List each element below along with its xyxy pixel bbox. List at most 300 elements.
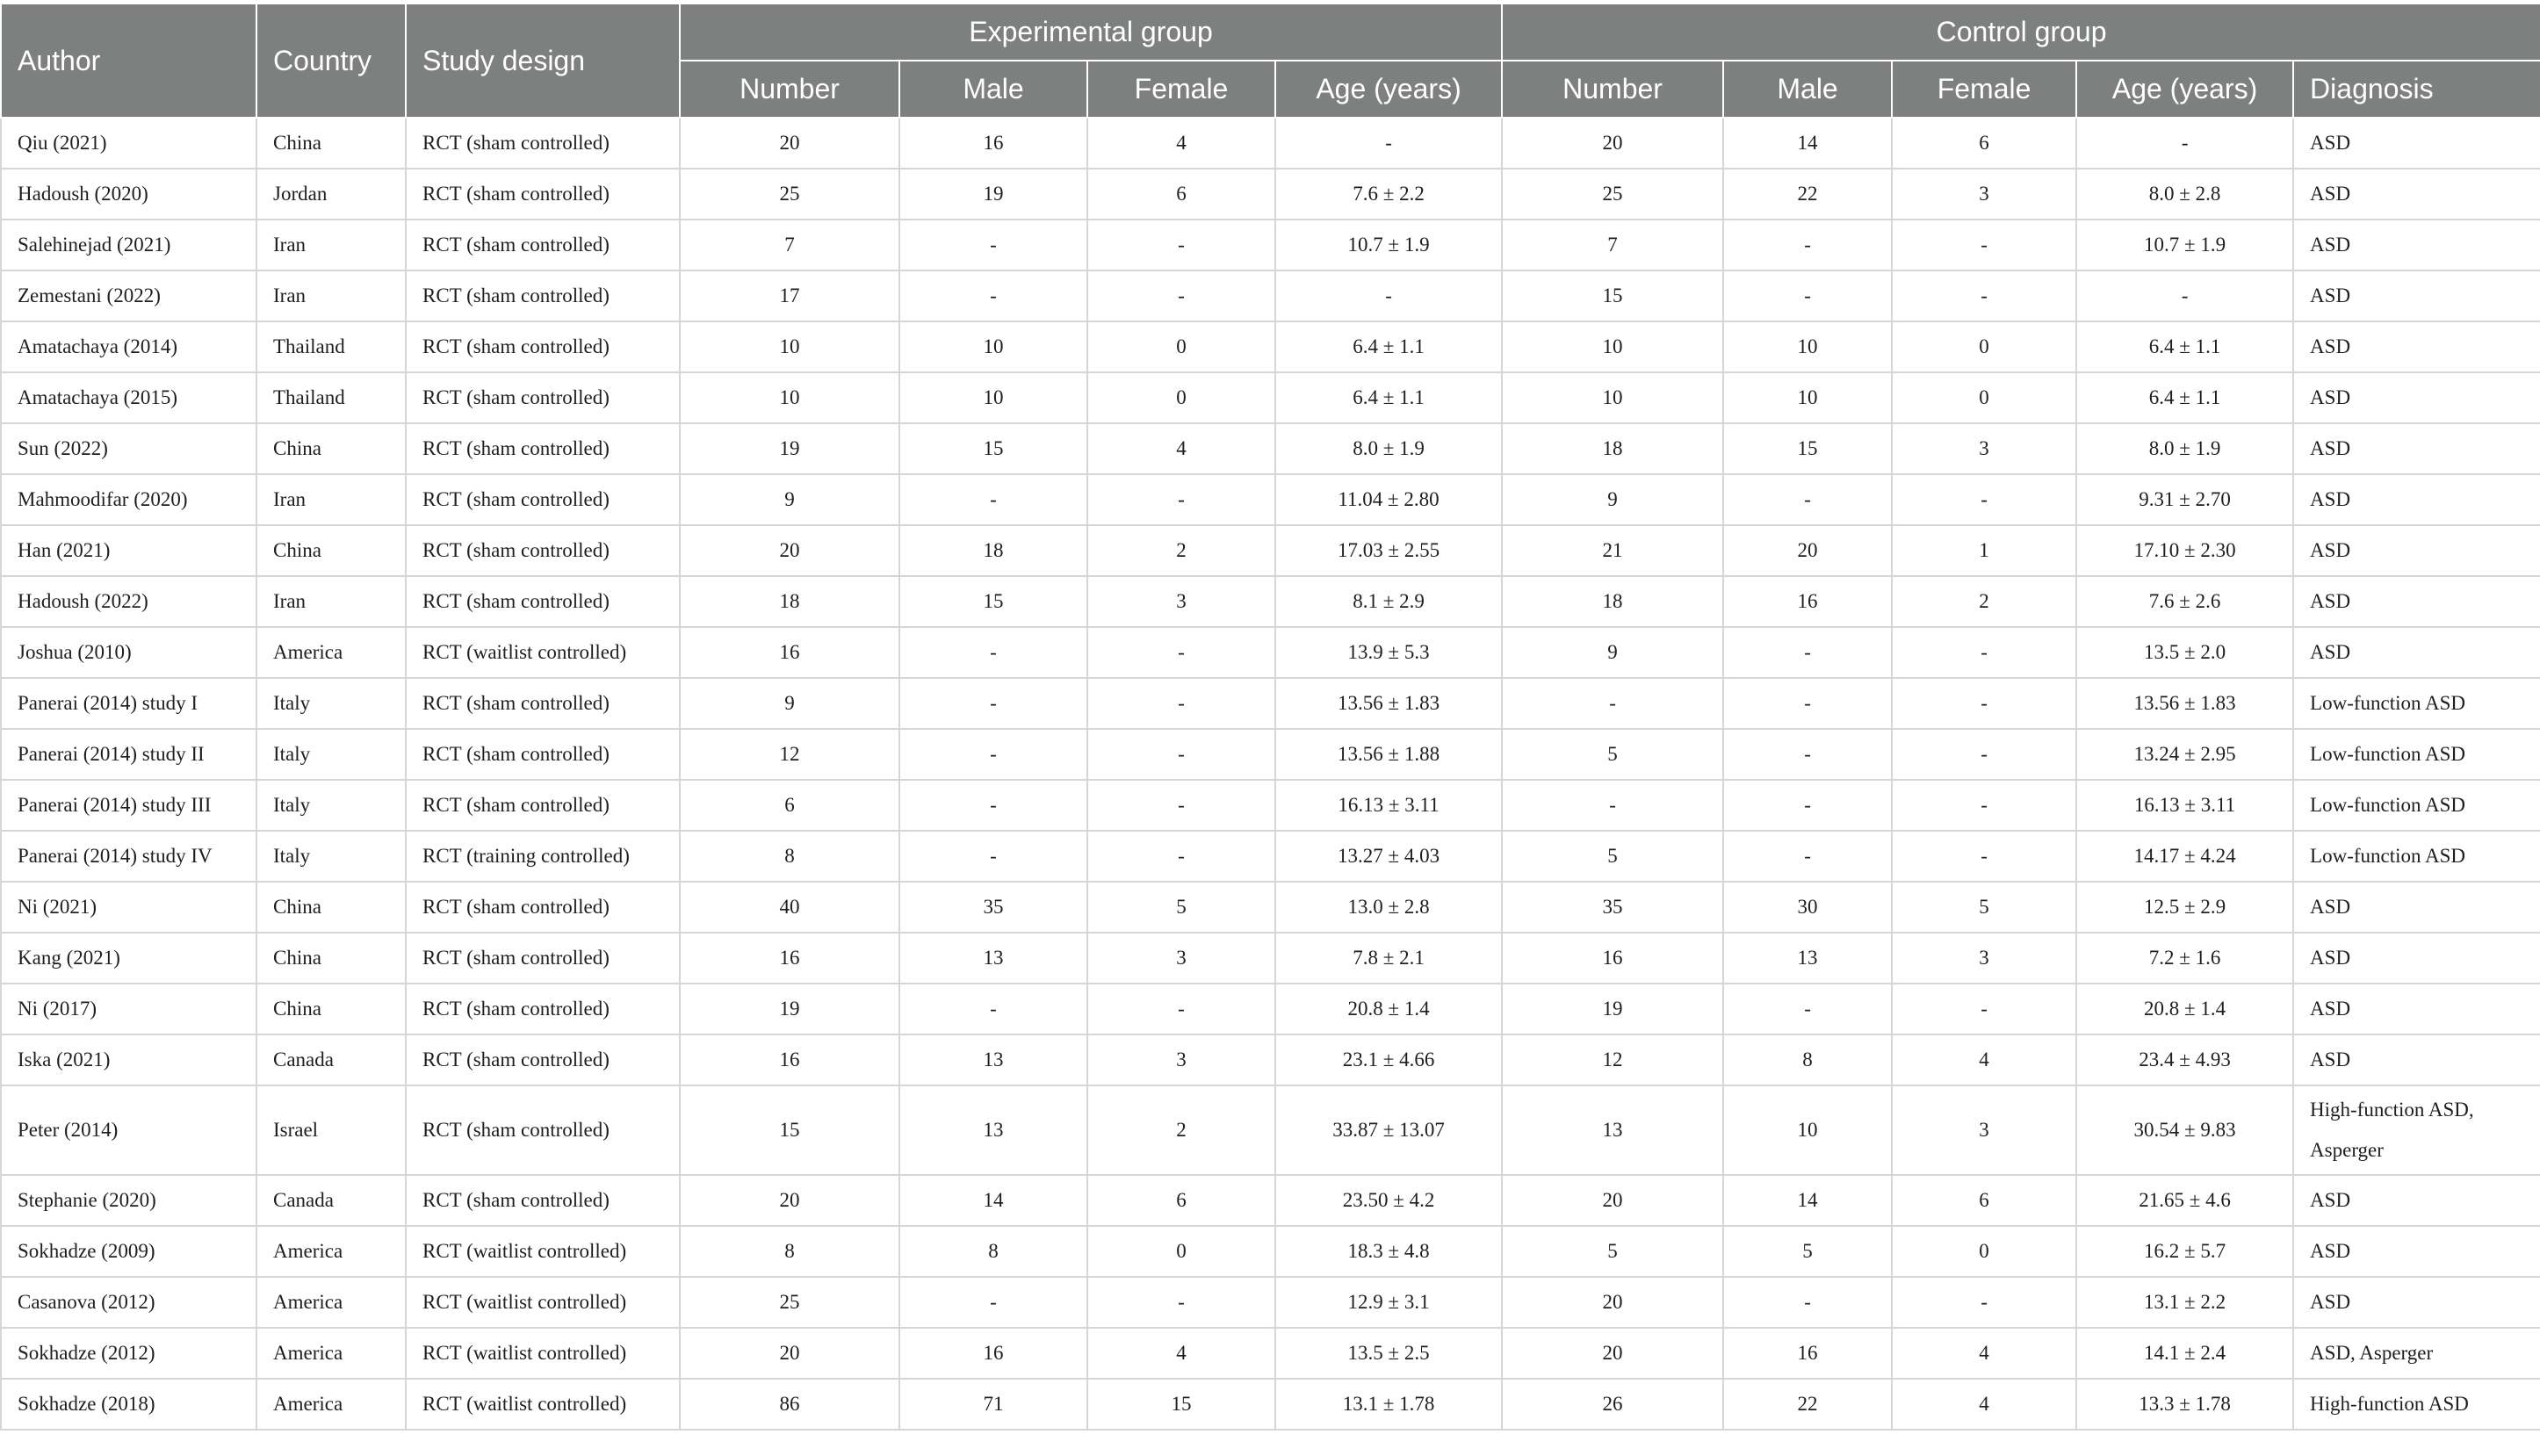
cell-ctl-female: - [1892, 984, 2076, 1034]
cell-design: RCT (sham controlled) [406, 1085, 680, 1175]
cell-exp-number: 25 [680, 1277, 899, 1328]
cell-exp-female: - [1087, 220, 1275, 270]
cell-ctl-age: 16.2 ± 5.7 [2076, 1226, 2293, 1277]
table-row [1, 1277, 2540, 1328]
cell-diagnosis: ASD [2293, 1175, 2540, 1226]
cell-exp-female: - [1087, 1277, 1275, 1328]
cell-exp-age: 23.50 ± 4.2 [1275, 1175, 1502, 1226]
cell-diagnosis: ASD, Asperger [2293, 1328, 2540, 1379]
cell-exp-male: - [899, 270, 1087, 321]
cell-exp-number: 86 [680, 1379, 899, 1430]
cell-ctl-female: 4 [1892, 1034, 2076, 1085]
cell-exp-age: 8.1 ± 2.9 [1275, 576, 1502, 627]
cell-ctl-male: - [1723, 270, 1892, 321]
cell-exp-male: 16 [899, 1328, 1087, 1379]
cell-exp-female: 3 [1087, 1034, 1275, 1085]
cell-author: Peter (2014) [1, 1085, 256, 1175]
cell-exp-age: 17.03 ± 2.55 [1275, 525, 1502, 576]
table-row [1, 1328, 2540, 1379]
cell-exp-female: 6 [1087, 1175, 1275, 1226]
cell-ctl-male: 22 [1723, 1379, 1892, 1430]
cell-exp-female: 5 [1087, 882, 1275, 933]
cell-ctl-number: 20 [1502, 1277, 1723, 1328]
cell-ctl-number: 9 [1502, 627, 1723, 678]
cell-ctl-female: - [1892, 831, 2076, 882]
cell-exp-male: - [899, 780, 1087, 831]
cell-ctl-age: 13.24 ± 2.95 [2076, 729, 2293, 780]
cell-author: Zemestani (2022) [1, 270, 256, 321]
cell-diagnosis: Low-function ASD [2293, 678, 2540, 729]
cell-exp-female: 6 [1087, 169, 1275, 220]
cell-ctl-number: 25 [1502, 169, 1723, 220]
table-row [1, 831, 2540, 882]
cell-exp-number: 19 [680, 984, 899, 1034]
cell-ctl-number: 35 [1502, 882, 1723, 933]
cell-ctl-number: 20 [1502, 1328, 1723, 1379]
cell-exp-number: 10 [680, 321, 899, 372]
header-author: Author [1, 4, 256, 118]
cell-ctl-male: 10 [1723, 321, 1892, 372]
cell-ctl-female: - [1892, 729, 2076, 780]
cell-design: RCT (sham controlled) [406, 576, 680, 627]
cell-exp-age: 13.27 ± 4.03 [1275, 831, 1502, 882]
cell-ctl-female: - [1892, 678, 2076, 729]
cell-ctl-number: 13 [1502, 1085, 1723, 1175]
cell-country: America [256, 1328, 406, 1379]
header-experimental-group: Experimental group [680, 4, 1502, 61]
cell-ctl-female: 0 [1892, 321, 2076, 372]
cell-exp-number: 20 [680, 525, 899, 576]
cell-ctl-female: 3 [1892, 933, 2076, 984]
cell-exp-number: 20 [680, 1175, 899, 1226]
cell-exp-female: 0 [1087, 321, 1275, 372]
cell-country: America [256, 1277, 406, 1328]
cell-exp-age: 13.56 ± 1.83 [1275, 678, 1502, 729]
cell-ctl-age: 13.5 ± 2.0 [2076, 627, 2293, 678]
cell-author: Ni (2017) [1, 984, 256, 1034]
cell-exp-male: - [899, 220, 1087, 270]
cell-ctl-male: 10 [1723, 1085, 1892, 1175]
cell-diagnosis: ASD [2293, 220, 2540, 270]
cell-exp-male: 10 [899, 321, 1087, 372]
cell-exp-female: 4 [1087, 423, 1275, 474]
cell-exp-age: 7.6 ± 2.2 [1275, 169, 1502, 220]
table-body [1, 118, 2540, 1430]
cell-country: America [256, 1226, 406, 1277]
cell-country: China [256, 984, 406, 1034]
table-row [1, 1034, 2540, 1085]
cell-diagnosis: Low-function ASD [2293, 729, 2540, 780]
cell-author: Stephanie (2020) [1, 1175, 256, 1226]
cell-diagnosis: ASD [2293, 525, 2540, 576]
cell-exp-age: 13.56 ± 1.88 [1275, 729, 1502, 780]
cell-ctl-number: 18 [1502, 423, 1723, 474]
cell-ctl-female: 5 [1892, 882, 2076, 933]
cell-diagnosis: ASD [2293, 1226, 2540, 1277]
cell-country: America [256, 1379, 406, 1430]
cell-exp-number: 7 [680, 220, 899, 270]
cell-country: China [256, 882, 406, 933]
cell-ctl-number: 5 [1502, 1226, 1723, 1277]
cell-country: Iran [256, 576, 406, 627]
cell-ctl-female: 3 [1892, 423, 2076, 474]
cell-ctl-male: - [1723, 780, 1892, 831]
cell-design: RCT (sham controlled) [406, 729, 680, 780]
cell-exp-female: 15 [1087, 1379, 1275, 1430]
cell-exp-female: 3 [1087, 933, 1275, 984]
studies-table [0, 3, 2540, 1431]
cell-ctl-number: 10 [1502, 321, 1723, 372]
cell-diagnosis: High-function ASD [2293, 1379, 2540, 1430]
table-row [1, 1175, 2540, 1226]
cell-design: RCT (sham controlled) [406, 525, 680, 576]
cell-exp-male: - [899, 984, 1087, 1034]
cell-ctl-age: 9.31 ± 2.70 [2076, 474, 2293, 525]
cell-ctl-male: 16 [1723, 576, 1892, 627]
cell-diagnosis: ASD [2293, 933, 2540, 984]
cell-country: Italy [256, 780, 406, 831]
cell-ctl-number: 20 [1502, 1175, 1723, 1226]
cell-ctl-female: 6 [1892, 1175, 2076, 1226]
cell-design: RCT (sham controlled) [406, 321, 680, 372]
cell-exp-number: 12 [680, 729, 899, 780]
cell-diagnosis: ASD [2293, 169, 2540, 220]
cell-country: China [256, 118, 406, 169]
cell-exp-number: 25 [680, 169, 899, 220]
cell-ctl-age: 13.56 ± 1.83 [2076, 678, 2293, 729]
cell-diagnosis: ASD [2293, 1034, 2540, 1085]
cell-ctl-number: 15 [1502, 270, 1723, 321]
cell-design: RCT (waitlist controlled) [406, 1226, 680, 1277]
cell-diagnosis: ASD [2293, 576, 2540, 627]
cell-ctl-age: 10.7 ± 1.9 [2076, 220, 2293, 270]
cell-ctl-number: 19 [1502, 984, 1723, 1034]
cell-exp-male: - [899, 627, 1087, 678]
cell-design: RCT (sham controlled) [406, 270, 680, 321]
cell-country: Iran [256, 220, 406, 270]
cell-author: Panerai (2014) study III [1, 780, 256, 831]
cell-design: RCT (sham controlled) [406, 678, 680, 729]
cell-author: Mahmoodifar (2020) [1, 474, 256, 525]
cell-ctl-number: 12 [1502, 1034, 1723, 1085]
cell-ctl-male: - [1723, 1277, 1892, 1328]
table-row [1, 118, 2540, 169]
cell-exp-male: 15 [899, 423, 1087, 474]
table-row [1, 169, 2540, 220]
header-ctl-male: Male [1723, 61, 1892, 118]
cell-exp-female: 0 [1087, 372, 1275, 423]
cell-author: Hadoush (2022) [1, 576, 256, 627]
cell-exp-male: 14 [899, 1175, 1087, 1226]
cell-exp-female: 4 [1087, 118, 1275, 169]
table-row [1, 372, 2540, 423]
cell-ctl-female: - [1892, 474, 2076, 525]
cell-ctl-age: 12.5 ± 2.9 [2076, 882, 2293, 933]
cell-ctl-female: 6 [1892, 118, 2076, 169]
cell-ctl-number: 9 [1502, 474, 1723, 525]
cell-ctl-female: 1 [1892, 525, 2076, 576]
cell-exp-female: 3 [1087, 576, 1275, 627]
cell-exp-male: 13 [899, 933, 1087, 984]
header-exp-male: Male [899, 61, 1087, 118]
cell-diagnosis: ASD [2293, 882, 2540, 933]
cell-author: Sokhadze (2009) [1, 1226, 256, 1277]
cell-exp-male: - [899, 678, 1087, 729]
cell-ctl-number: 7 [1502, 220, 1723, 270]
cell-exp-male: 15 [899, 576, 1087, 627]
cell-exp-age: 16.13 ± 3.11 [1275, 780, 1502, 831]
cell-exp-male: - [899, 729, 1087, 780]
cell-exp-female: - [1087, 270, 1275, 321]
cell-country: Israel [256, 1085, 406, 1175]
cell-author: Panerai (2014) study I [1, 678, 256, 729]
cell-ctl-female: - [1892, 220, 2076, 270]
cell-country: Thailand [256, 372, 406, 423]
cell-exp-number: 8 [680, 1226, 899, 1277]
cell-country: Iran [256, 474, 406, 525]
cell-exp-age: 13.0 ± 2.8 [1275, 882, 1502, 933]
header-exp-age: Age (years) [1275, 61, 1502, 118]
diagnosis-line: Asperger [2310, 1139, 2384, 1161]
table-row [1, 423, 2540, 474]
cell-ctl-age: 7.6 ± 2.6 [2076, 576, 2293, 627]
cell-exp-number: 17 [680, 270, 899, 321]
cell-author: Joshua (2010) [1, 627, 256, 678]
table-row [1, 933, 2540, 984]
cell-ctl-number: 16 [1502, 933, 1723, 984]
cell-diagnosis: ASD [2293, 1277, 2540, 1328]
cell-ctl-number: 5 [1502, 831, 1723, 882]
header-exp-female: Female [1087, 61, 1275, 118]
cell-design: RCT (waitlist controlled) [406, 1328, 680, 1379]
cell-diagnosis: ASD [2293, 372, 2540, 423]
cell-author: Hadoush (2020) [1, 169, 256, 220]
cell-design: RCT (waitlist controlled) [406, 1277, 680, 1328]
cell-exp-number: 15 [680, 1085, 899, 1175]
cell-country: China [256, 525, 406, 576]
cell-ctl-number: - [1502, 678, 1723, 729]
table-row [1, 1379, 2540, 1430]
cell-ctl-male: - [1723, 984, 1892, 1034]
cell-diagnosis: Low-function ASD [2293, 831, 2540, 882]
cell-diagnosis: ASD [2293, 423, 2540, 474]
cell-ctl-female: - [1892, 780, 2076, 831]
cell-exp-male: - [899, 1277, 1087, 1328]
cell-author: Panerai (2014) study II [1, 729, 256, 780]
cell-author: Sokhadze (2012) [1, 1328, 256, 1379]
cell-design: RCT (sham controlled) [406, 780, 680, 831]
table-row [1, 1226, 2540, 1277]
cell-country: Italy [256, 678, 406, 729]
cell-ctl-female: - [1892, 270, 2076, 321]
cell-exp-male: 13 [899, 1034, 1087, 1085]
cell-ctl-male: - [1723, 220, 1892, 270]
cell-ctl-male: 30 [1723, 882, 1892, 933]
table-row [1, 576, 2540, 627]
cell-ctl-age: 6.4 ± 1.1 [2076, 372, 2293, 423]
cell-country: America [256, 627, 406, 678]
cell-country: Canada [256, 1175, 406, 1226]
cell-exp-male: 35 [899, 882, 1087, 933]
cell-exp-female: - [1087, 627, 1275, 678]
cell-ctl-female: 3 [1892, 1085, 2076, 1175]
header-country: Country [256, 4, 406, 118]
cell-exp-age: 18.3 ± 4.8 [1275, 1226, 1502, 1277]
cell-ctl-male: - [1723, 678, 1892, 729]
cell-ctl-female: 4 [1892, 1379, 2076, 1430]
cell-exp-number: 9 [680, 678, 899, 729]
cell-exp-number: 20 [680, 1328, 899, 1379]
cell-ctl-number: 21 [1502, 525, 1723, 576]
cell-ctl-number: 10 [1502, 372, 1723, 423]
cell-author: Sun (2022) [1, 423, 256, 474]
table-row [1, 678, 2540, 729]
cell-ctl-male: 16 [1723, 1328, 1892, 1379]
cell-diagnosis [2293, 1085, 2540, 1175]
cell-design: RCT (sham controlled) [406, 1175, 680, 1226]
cell-ctl-age: 23.4 ± 4.93 [2076, 1034, 2293, 1085]
cell-design: RCT (sham controlled) [406, 474, 680, 525]
cell-exp-male: 8 [899, 1226, 1087, 1277]
cell-exp-female: - [1087, 474, 1275, 525]
table-row [1, 220, 2540, 270]
table-row [1, 780, 2540, 831]
cell-ctl-male: 5 [1723, 1226, 1892, 1277]
cell-ctl-male: - [1723, 627, 1892, 678]
cell-exp-number: 10 [680, 372, 899, 423]
cell-ctl-female: 2 [1892, 576, 2076, 627]
cell-exp-male: 18 [899, 525, 1087, 576]
cell-exp-male: 13 [899, 1085, 1087, 1175]
cell-diagnosis: ASD [2293, 270, 2540, 321]
table-row [1, 1085, 2540, 1175]
header-exp-number: Number [680, 61, 899, 118]
cell-diagnosis: ASD [2293, 627, 2540, 678]
cell-country: Thailand [256, 321, 406, 372]
cell-design: RCT (sham controlled) [406, 423, 680, 474]
cell-country: Italy [256, 831, 406, 882]
cell-design: RCT (sham controlled) [406, 933, 680, 984]
cell-exp-female: - [1087, 780, 1275, 831]
cell-exp-male: - [899, 831, 1087, 882]
header-diagnosis: Diagnosis [2293, 61, 2540, 118]
cell-exp-female: - [1087, 678, 1275, 729]
cell-ctl-age: 7.2 ± 1.6 [2076, 933, 2293, 984]
cell-exp-number: 9 [680, 474, 899, 525]
cell-country: Canada [256, 1034, 406, 1085]
cell-diagnosis: Low-function ASD [2293, 780, 2540, 831]
cell-ctl-male: - [1723, 831, 1892, 882]
cell-exp-female: 2 [1087, 525, 1275, 576]
header-ctl-age: Age (years) [2076, 61, 2293, 118]
cell-exp-male: - [899, 474, 1087, 525]
cell-exp-number: 40 [680, 882, 899, 933]
cell-design: RCT (waitlist controlled) [406, 1379, 680, 1430]
cell-ctl-age: 16.13 ± 3.11 [2076, 780, 2293, 831]
cell-author: Qiu (2021) [1, 118, 256, 169]
cell-exp-age: 7.8 ± 2.1 [1275, 933, 1502, 984]
cell-exp-age: 13.5 ± 2.5 [1275, 1328, 1502, 1379]
cell-exp-male: 16 [899, 118, 1087, 169]
cell-exp-age: - [1275, 270, 1502, 321]
cell-exp-age: 13.1 ± 1.78 [1275, 1379, 1502, 1430]
header-study-design: Study design [406, 4, 680, 118]
cell-exp-age: 23.1 ± 4.66 [1275, 1034, 1502, 1085]
cell-diagnosis: ASD [2293, 984, 2540, 1034]
cell-exp-male: 19 [899, 169, 1087, 220]
cell-design: RCT (sham controlled) [406, 1034, 680, 1085]
cell-ctl-number: 5 [1502, 729, 1723, 780]
table-row [1, 525, 2540, 576]
cell-author: Iska (2021) [1, 1034, 256, 1085]
cell-design: RCT (sham controlled) [406, 169, 680, 220]
table-row [1, 984, 2540, 1034]
cell-ctl-female: - [1892, 627, 2076, 678]
cell-ctl-age: - [2076, 118, 2293, 169]
cell-design: RCT (training controlled) [406, 831, 680, 882]
cell-exp-age: 8.0 ± 1.9 [1275, 423, 1502, 474]
cell-diagnosis: ASD [2293, 118, 2540, 169]
table-row [1, 729, 2540, 780]
header-ctl-number: Number [1502, 61, 1723, 118]
cell-ctl-female: 3 [1892, 169, 2076, 220]
cell-exp-number: 16 [680, 1034, 899, 1085]
diagnosis-line: High-function ASD, [2310, 1099, 2474, 1121]
cell-exp-female: - [1087, 729, 1275, 780]
header-control-group: Control group [1502, 4, 2540, 61]
cell-design: RCT (sham controlled) [406, 220, 680, 270]
cell-ctl-age: 20.8 ± 1.4 [2076, 984, 2293, 1034]
header-ctl-female: Female [1892, 61, 2076, 118]
cell-exp-number: 16 [680, 933, 899, 984]
cell-author: Sokhadze (2018) [1, 1379, 256, 1430]
cell-ctl-number: 18 [1502, 576, 1723, 627]
cell-exp-male: 10 [899, 372, 1087, 423]
cell-ctl-age: 13.1 ± 2.2 [2076, 1277, 2293, 1328]
cell-ctl-female: - [1892, 1277, 2076, 1328]
cell-ctl-female: 4 [1892, 1328, 2076, 1379]
cell-author: Salehinejad (2021) [1, 220, 256, 270]
cell-exp-age: 6.4 ± 1.1 [1275, 321, 1502, 372]
cell-ctl-age: 8.0 ± 1.9 [2076, 423, 2293, 474]
cell-ctl-female: 0 [1892, 1226, 2076, 1277]
cell-design: RCT (waitlist controlled) [406, 627, 680, 678]
table-row [1, 474, 2540, 525]
cell-country: Italy [256, 729, 406, 780]
cell-exp-female: - [1087, 984, 1275, 1034]
cell-author: Casanova (2012) [1, 1277, 256, 1328]
cell-diagnosis: ASD [2293, 474, 2540, 525]
cell-exp-female: 4 [1087, 1328, 1275, 1379]
cell-ctl-number: 26 [1502, 1379, 1723, 1430]
cell-exp-number: 8 [680, 831, 899, 882]
cell-author: Kang (2021) [1, 933, 256, 984]
cell-country: Jordan [256, 169, 406, 220]
cell-exp-female: 2 [1087, 1085, 1275, 1175]
cell-country: China [256, 423, 406, 474]
cell-exp-female: - [1087, 831, 1275, 882]
cell-exp-age: - [1275, 118, 1502, 169]
cell-ctl-male: - [1723, 474, 1892, 525]
cell-exp-number: 18 [680, 576, 899, 627]
cell-ctl-age: 30.54 ± 9.83 [2076, 1085, 2293, 1175]
cell-ctl-age: 14.17 ± 4.24 [2076, 831, 2293, 882]
table-row [1, 627, 2540, 678]
cell-ctl-age: 14.1 ± 2.4 [2076, 1328, 2293, 1379]
cell-author: Ni (2021) [1, 882, 256, 933]
table-row [1, 882, 2540, 933]
cell-exp-number: 19 [680, 423, 899, 474]
